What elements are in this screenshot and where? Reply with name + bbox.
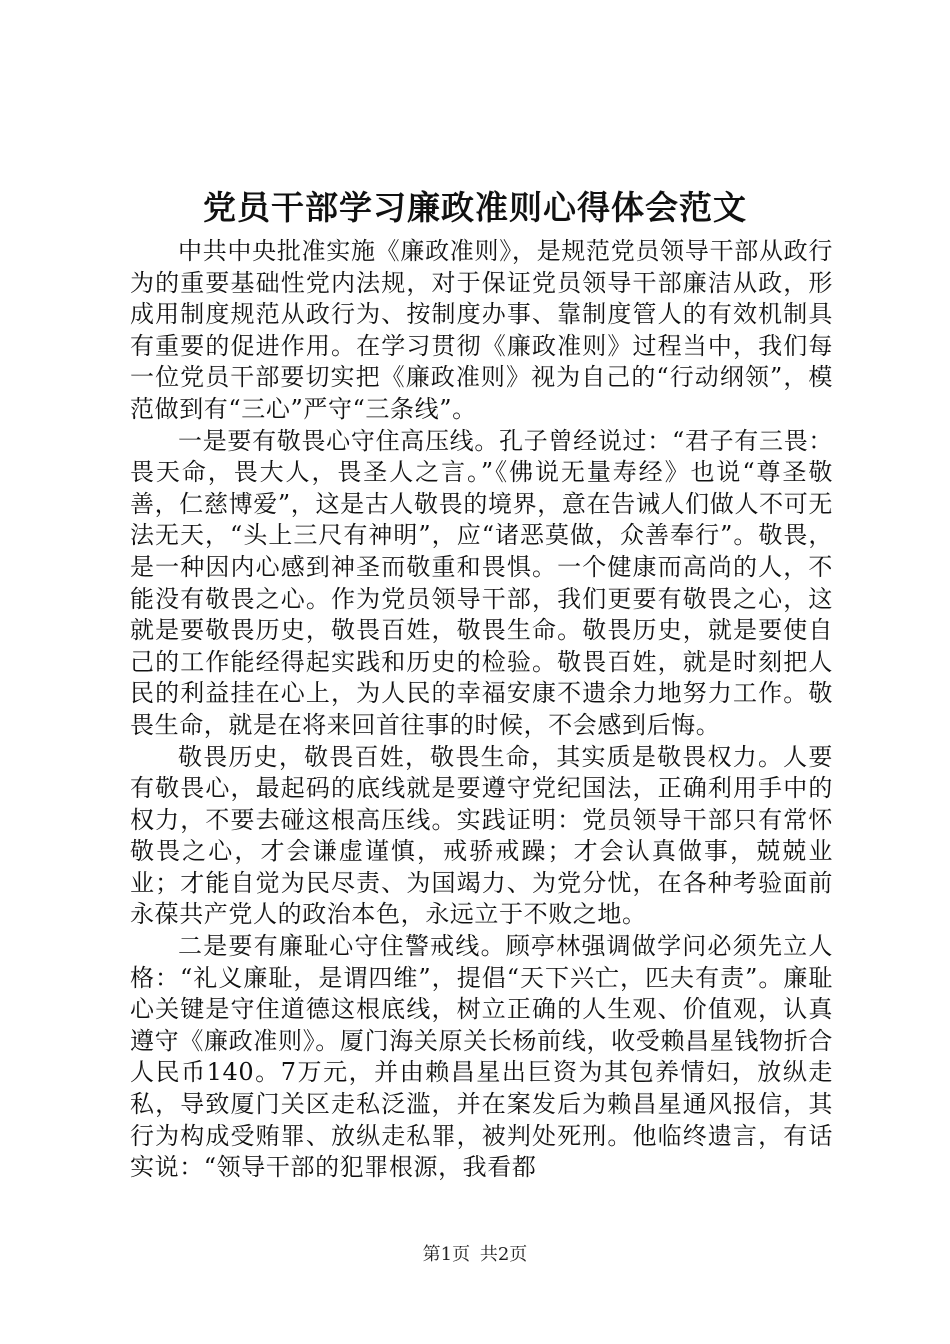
page-footer: [0, 1243, 950, 1267]
paragraph-intro: 中共中央批准实施《廉政准则》，是规范党员领导干部从政行为的重要基础性党内法规，对于保证党员领导干部廉洁从政，形成用制度规范从政行为、按制度办事、靠制度管人的有效机制具有重要的促进作用。在学习贯彻《廉政准则》过程当中，我们每一位党员干部要切实把《廉政准则》视为自己的“行动纲领”，模范做到有“三心”严守“三条线”。: [130, 237, 833, 423]
page-total: 共2页: [479, 1244, 528, 1265]
document-title: 党员干部学习廉政准则心得体会范文: [203, 188, 747, 227]
paragraph-awe: 一是要有敬畏心守住高压线。孔子曾经说过：“君子有三畏：畏天命，畏大人，畏圣人之言。”《佛说无量寿经》也说“尊圣敬善，仁慈博爱”，这是古人敬畏的境界，意在告诫人们做人不可无法无天，“头上三尺有神明”，应“诸恶莫做，众善奉行”。敬畏，是一种因内心感到神圣而敬重和畏惧。一个健康而高尚的人，不能没有敬畏之心。作为党员领导干部，我们更要有敬畏之心，这就是要敬畏历史，敬畏百姓，敬畏生命。敬畏历史，就是要使自己的工作能经得起实践和历史的检验。敬畏百姓，就是时刻把人民的利益挂在心上，为人民的幸福安康不遗余力地努力工作。敬畏生命，就是在将来回首往事的时候，不会感到后悔。: [130, 426, 833, 739]
document-body: [130, 236, 833, 1184]
paragraph-shame: 二是要有廉耻心守住警戒线。顾亭林强调做学问必须先立人格：“礼义廉耻，是谓四维”，提倡“天下兴亡，匹夫有责”。廉耻心关键是守住道德这根底线，树立正确的人生观、价值观，认真遵守《廉政准则》。厦门海关原关长杨前线，收受赖昌星钱物折合人民币140。7万元，并由赖昌星出巨资为其包养情妇，放纵走私，导致厦门关区走私泛滥，并在案发后为赖昌星通风报信，其行为构成受贿罪、放纵走私罪，被判处死刑。他临终遗言，有话实说：“领导干部的犯罪根源，我看都: [130, 932, 833, 1182]
page-number: 第1页: [422, 1244, 471, 1265]
paragraph-power: 敬畏历史，敬畏百姓，敬畏生命，其实质是敬畏权力。人要有敬畏心，最起码的底线就是要遵守党纪国法，正确利用手中的权力，不要去碰这根高压线。实践证明：党员领导干部只有常怀敬畏之心，才会谦虚谨慎，戒骄戒躁；才会认真做事，兢兢业业；才能自觉为民尽责、为国竭力、为党分忧，在各种考验面前永葆共产党人的政治本色，永远立于不败之地。: [130, 742, 833, 929]
